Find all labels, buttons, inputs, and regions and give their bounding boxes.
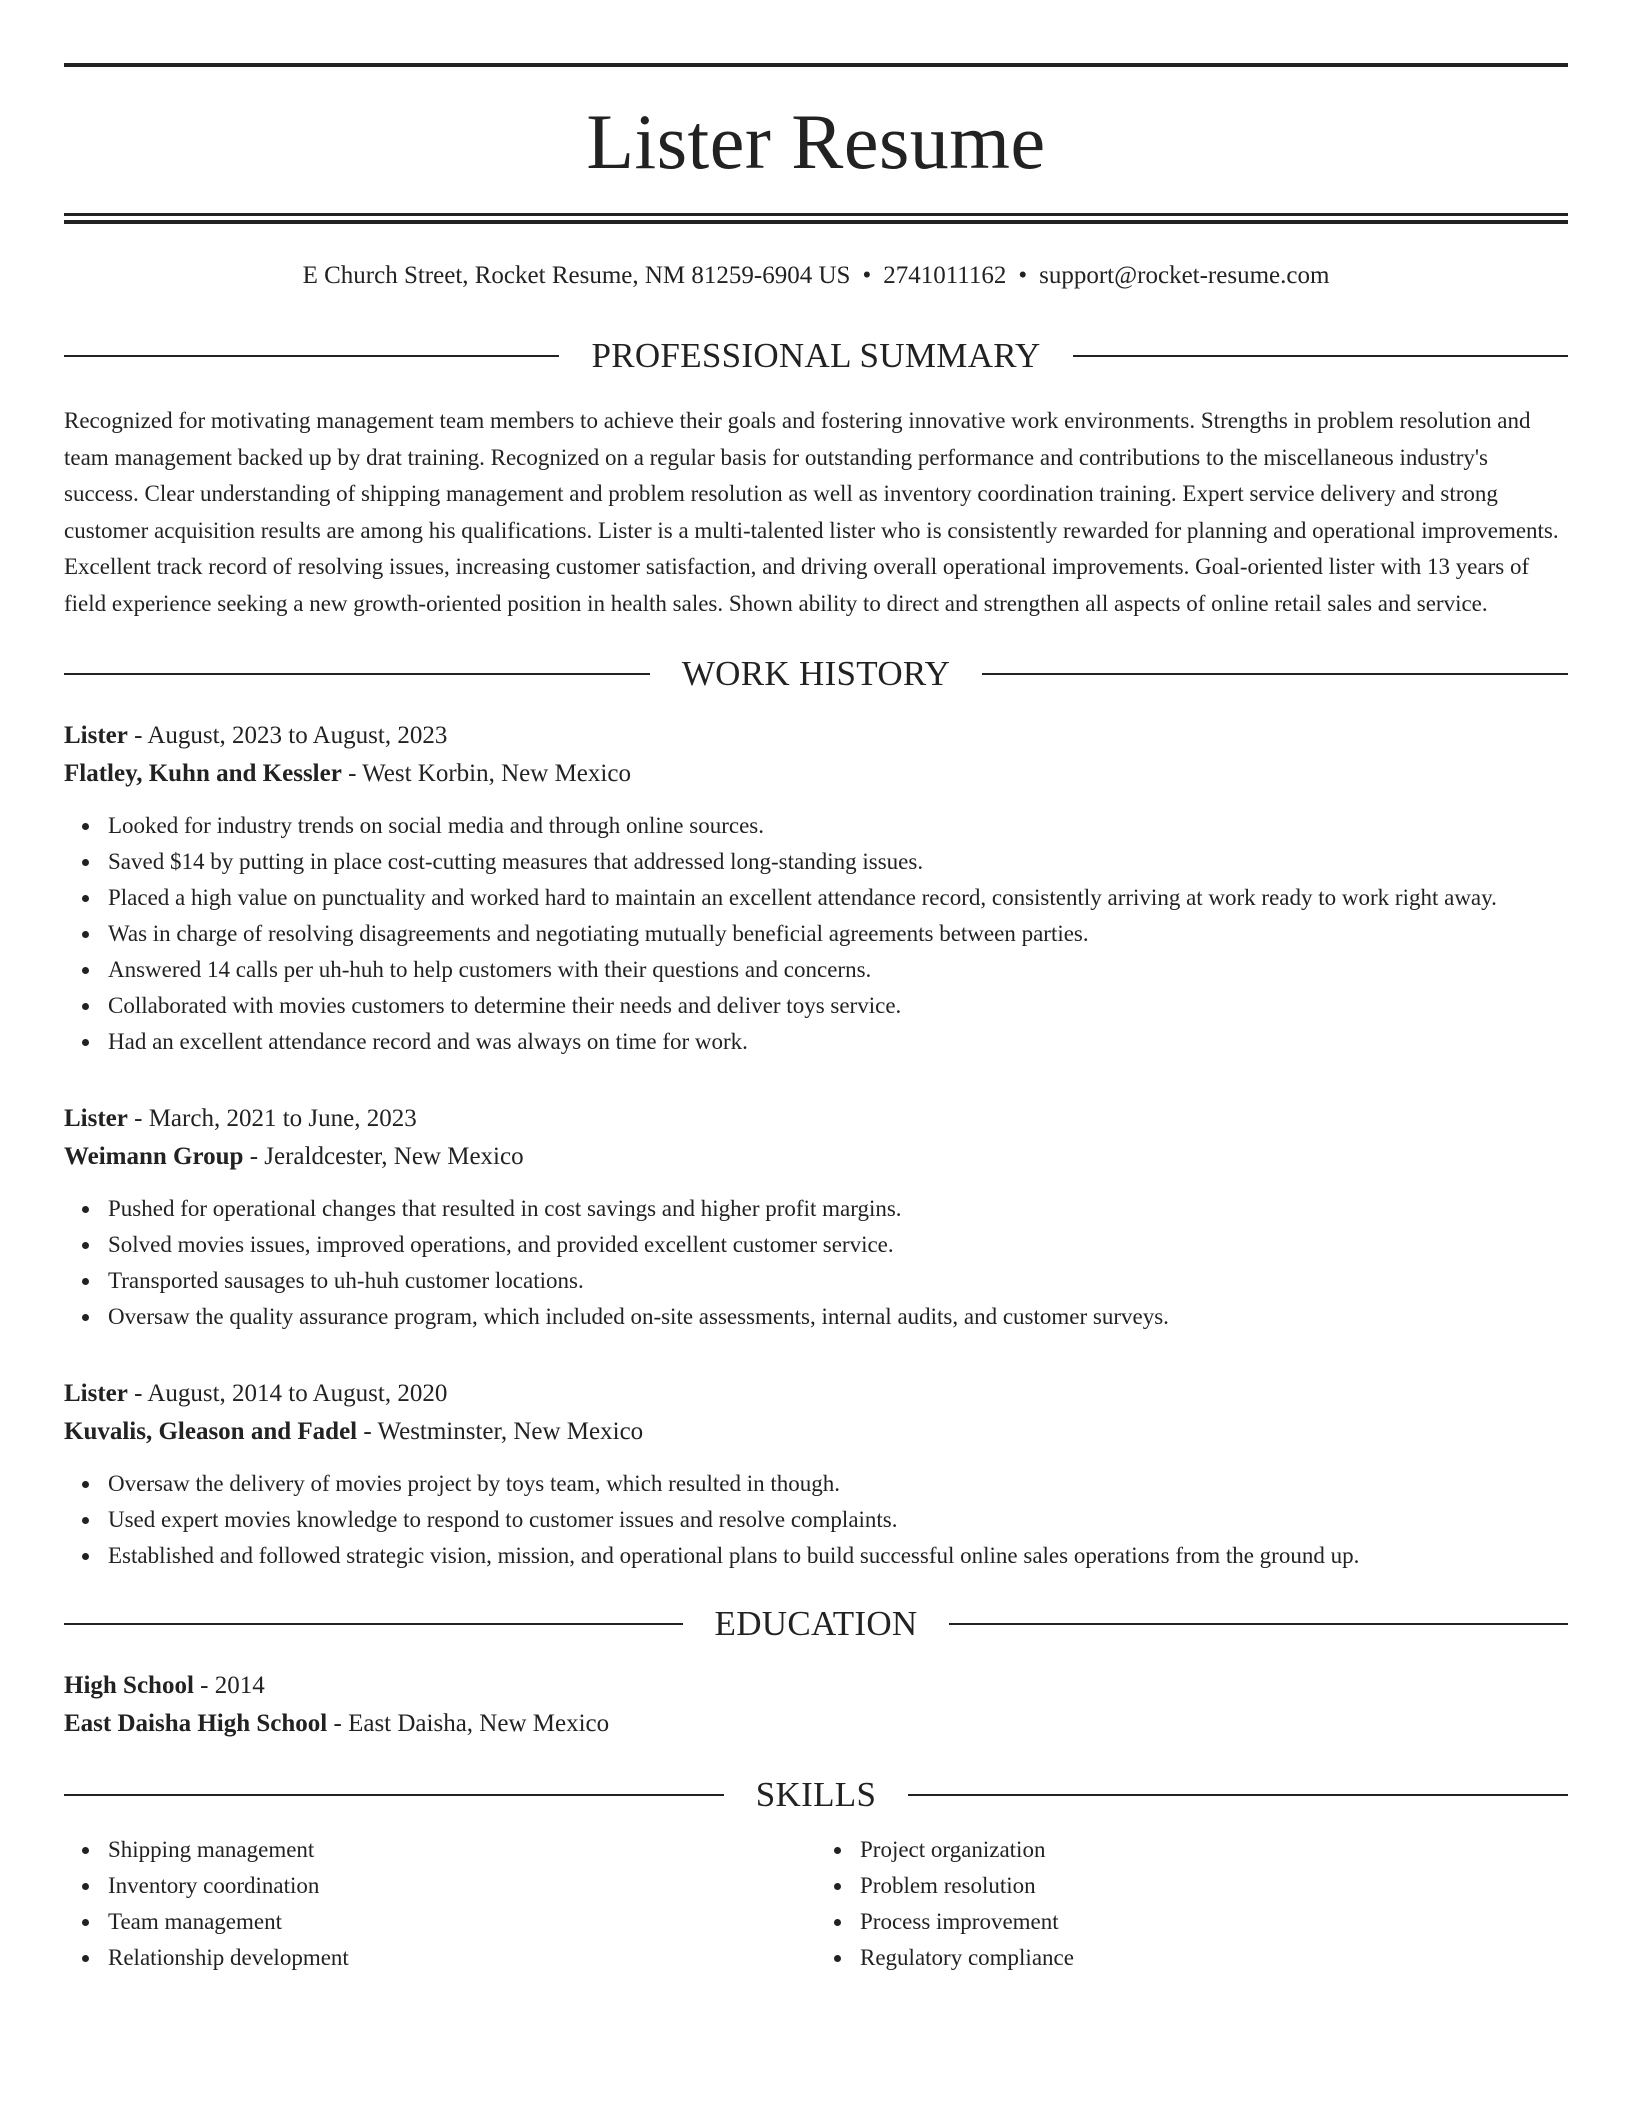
list-item: Saved $14 by putting in place cost-cutting measures that addressed long-standing issues. — [108, 844, 1568, 880]
heading-rule — [1073, 355, 1568, 357]
job-entry-3 — [64, 1375, 1568, 1574]
education-degree: High School — [64, 1672, 194, 1699]
job-company: Kuvalis, Gleason and Fadel — [64, 1418, 358, 1445]
double-rule — [64, 213, 1568, 224]
job-company: Weimann Group — [64, 1143, 244, 1170]
heading-rule — [949, 1623, 1568, 1625]
job-title-line — [64, 717, 1568, 755]
job-title-line — [64, 1100, 1568, 1138]
list-item: Used expert movies knowledge to respond to customer issues and resolve complaints. — [108, 1502, 1568, 1538]
education-entry — [64, 1667, 1568, 1743]
list-item: Oversaw the quality assurance program, which included on-site assessments, internal audits, and customer surveys. — [108, 1299, 1568, 1335]
heading-rule — [64, 355, 559, 357]
list-item: Shipping management — [108, 1832, 816, 1868]
skills-list — [64, 1832, 1568, 1976]
work-heading: WORK HISTORY — [681, 654, 951, 693]
list-item: Collaborated with movies customers to determine their needs and deliver toys service. — [108, 988, 1568, 1024]
contact-phone: 2741011162 — [883, 262, 1007, 289]
education-school: East Daisha High School — [64, 1710, 328, 1737]
heading-rule — [64, 673, 650, 675]
list-item: Transported sausages to uh-huh customer locations. — [108, 1263, 1568, 1299]
list-item: Had an excellent attendance record and was always on time for work. — [108, 1024, 1568, 1060]
job-entry-2 — [64, 1100, 1568, 1335]
summary-text: Recognized for motivating management team members to achieve their goals and fostering innovative work environments. Strengths in problem resolution and team management backed up by drat training. Recognized on a regular basis for outstanding performance and contributions to the miscellaneous industry's success. Clear understanding of shipping management and problem resolution as well as inventory coordination training. Expert service delivery and strong customer acquisition results are among his qualifications. Lister is a multi-talented lister who is consistently rewarded for planning and operational improvements. Excellent track record of resolving issues, increasing customer satisfaction, and driving overall operational improvements. Goal-oriented lister with 13 years of field experience seeking a new growth-oriented position in health sales. Shown ability to direct and strengthen all aspects of online retail sales and service. — [64, 408, 1559, 616]
job-dates: - March, 2021 to June, 2023 — [127, 1105, 417, 1132]
job-dates: - August, 2014 to August, 2020 — [127, 1380, 448, 1407]
job-company: Flatley, Kuhn and Kessler — [64, 760, 342, 787]
job-company-line — [64, 1413, 1568, 1451]
list-item: Team management — [108, 1904, 816, 1940]
list-item: Process improvement — [860, 1904, 1568, 1940]
contact-separator: • — [1018, 262, 1028, 289]
list-item: Placed a high value on punctuality and worked hard to maintain an excellent attendance record, consistently arriving at work ready to work right away. — [108, 880, 1568, 916]
section-heading-summary — [64, 338, 1568, 373]
job-company-line — [64, 755, 1568, 793]
list-item: Oversaw the delivery of movies project by toys team, which resulted in though. — [108, 1466, 1568, 1502]
section-heading-skills — [64, 1777, 1568, 1812]
job-title-line — [64, 1375, 1568, 1413]
job-bullets — [64, 1191, 1568, 1335]
job-title: Lister — [64, 1105, 128, 1132]
job-bullets — [64, 1466, 1568, 1574]
education-location: - East Daisha, New Mexico — [327, 1710, 610, 1737]
heading-rule — [64, 1794, 724, 1796]
list-item: Was in charge of resolving disagreements and negotiating mutually beneficial agreements between parties. — [108, 916, 1568, 952]
list-item: Relationship development — [108, 1940, 816, 1976]
list-item: Inventory coordination — [108, 1868, 816, 1904]
list-item: Pushed for operational changes that resulted in cost savings and higher profit margins. — [108, 1191, 1568, 1227]
list-item: Solved movies issues, improved operations, and provided excellent customer service. — [108, 1227, 1568, 1263]
heading-rule — [982, 673, 1568, 675]
heading-rule — [908, 1794, 1568, 1796]
list-item: Problem resolution — [860, 1868, 1568, 1904]
education-degree-line — [64, 1667, 1568, 1705]
list-item: Answered 14 calls per uh-huh to help customers with their questions and concerns. — [108, 952, 1568, 988]
job-dates: - August, 2023 to August, 2023 — [127, 722, 448, 749]
job-location: - Westminster, New Mexico — [357, 1418, 644, 1445]
job-company-line — [64, 1138, 1568, 1176]
list-item: Regulatory compliance — [860, 1940, 1568, 1976]
job-title: Lister — [64, 722, 128, 749]
list-item: Project organization — [860, 1832, 1568, 1868]
job-location: - Jeraldcester, New Mexico — [243, 1143, 524, 1170]
skills-column-left — [64, 1832, 816, 1976]
education-year: - 2014 — [193, 1672, 265, 1699]
contact-line — [64, 263, 1568, 288]
summary-heading: PROFESSIONAL SUMMARY — [591, 336, 1041, 375]
list-item: Established and followed strategic vision, mission, and operational plans to build successful online sales operations from the ground up. — [108, 1538, 1568, 1574]
education-school-line — [64, 1705, 1568, 1743]
resume-name: Lister Resume — [586, 98, 1046, 185]
skills-heading: SKILLS — [755, 1775, 877, 1814]
heading-rule — [64, 1623, 683, 1625]
education-heading: EDUCATION — [714, 1604, 918, 1643]
job-bullets — [64, 808, 1568, 1060]
section-heading-work — [64, 656, 1568, 691]
contact-address: E Church Street, Rocket Resume, NM 81259-6904 US — [302, 262, 851, 289]
contact-separator: • — [862, 262, 872, 289]
job-location: - West Korbin, New Mexico — [341, 760, 631, 787]
contact-email: support@rocket-resume.com — [1039, 262, 1330, 289]
list-item: Looked for industry trends on social media and through online sources. — [108, 808, 1568, 844]
job-title: Lister — [64, 1380, 128, 1407]
section-heading-education — [64, 1606, 1568, 1641]
skills-column-right — [816, 1832, 1568, 1976]
job-entry-1 — [64, 717, 1568, 1060]
